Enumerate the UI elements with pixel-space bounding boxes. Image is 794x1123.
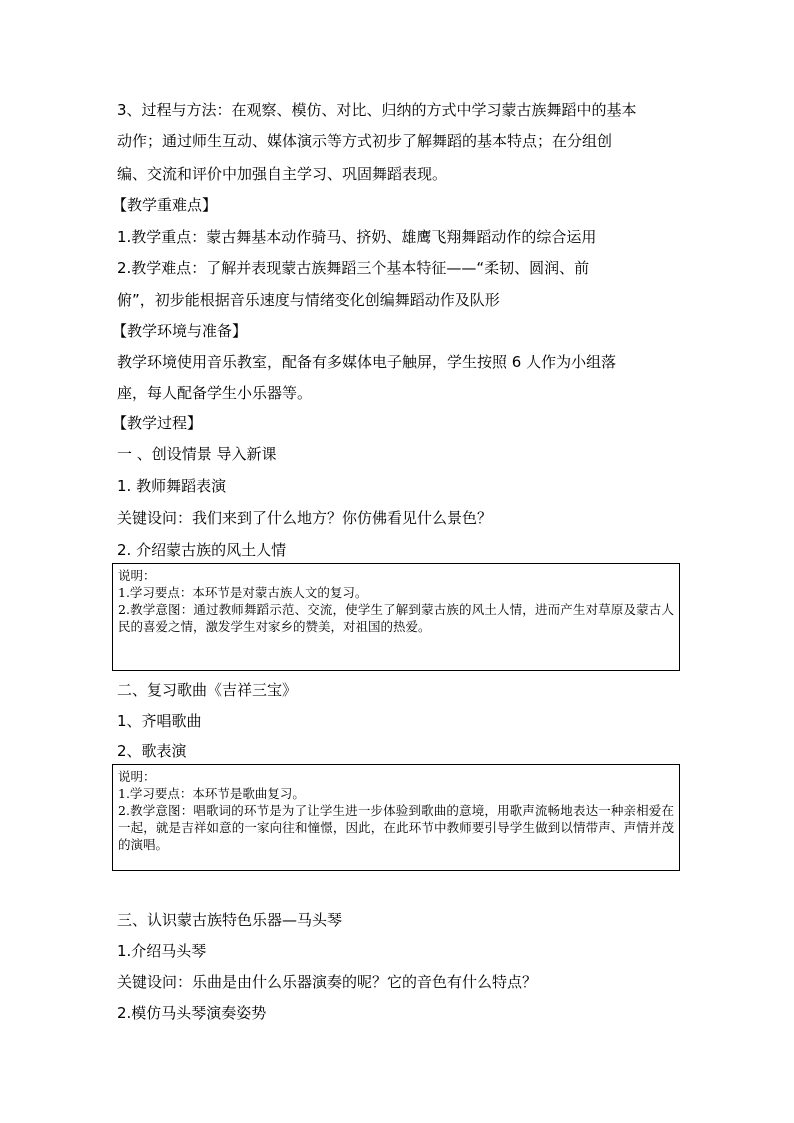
text-line: 1、齐唱歌曲 (117, 712, 202, 730)
text-line: 2、歌表演 (117, 742, 187, 760)
note-box-point: 1.学习要点：本环节是歌曲复习。 (118, 786, 305, 801)
section-heading-environment: 【教学环境与准备】 (112, 322, 248, 340)
text-line: 俯”，初步能根据音乐速度与情绪变化创编舞蹈动作及队形 (117, 291, 500, 309)
text-line: 2. 介绍蒙古族的风土人情 (117, 541, 287, 559)
text-line: 关键设问：乐曲是由什么乐器演奏的呢？它的音色有什么特点？ (117, 973, 538, 991)
text-line: 三、认识蒙古族特色乐器—马头琴 (117, 911, 343, 929)
text-line: 一 、创设情景 导入新课 (117, 445, 277, 463)
note-box-point: 1.学习要点：本环节是对蒙古族人文的复习。 (118, 585, 368, 600)
text-line: 二、复习歌曲《吉祥三宝》 (117, 681, 298, 699)
text-line: 3、过程与方法：在观察、模仿、对比、归纳的方式中学习蒙古族舞蹈中的基本 (117, 101, 637, 119)
text-line: 2.教学难点：了解并表现蒙古族舞蹈三个基本特征——“柔韧、圆润、前 (117, 259, 590, 277)
text-line: 动作；通过师生互动、媒体演示等方式初步了解舞蹈的基本特点；在分组创 (117, 132, 613, 150)
note-box-title: 说明： (118, 568, 156, 583)
section-heading-key-points: 【教学重难点】 (112, 196, 218, 214)
note-box-intent: 2.教学意图：唱歌词的环节是为了让学生进一步体验到歌曲的意境，用歌声流畅地表达一种亲相爱在一起，就是吉祥如意的一家向往和憧憬，因此，在此环节中教师要引导学生做到以情带声、声情并茂的演唱。 (118, 803, 674, 852)
text-line: 1. 教师舞蹈表演 (117, 477, 227, 495)
note-box-title: 说明： (118, 769, 156, 784)
text-line: 1.介绍马头琴 (117, 942, 207, 960)
text-line: 教学环境使用音乐教室，配备有多媒体电子触屏，学生按照 6 人作为小组落 (117, 353, 617, 371)
text-line: 1.教学重点：蒙古舞基本动作骑马、挤奶、雄鹰飞翔舞蹈动作的综合运用 (117, 228, 597, 246)
text-line: 2.模仿马头琴演奏姿势 (117, 1004, 267, 1022)
text-line: 关键设问：我们来到了什么地方？你仿佛看见什么景色？ (117, 509, 493, 527)
text-line: 座，每人配备学生小乐器等。 (117, 384, 313, 402)
note-box-intent: 2.教学意图：通过教师舞蹈示范、交流，使学生了解到蒙古族的风土人情，进而产生对草原及蒙古人民的喜爱之情，激发学生对家乡的赞美，对祖国的热爱。 (118, 602, 674, 634)
note-box-1 (112, 563, 680, 671)
section-heading-process: 【教学过程】 (112, 414, 203, 432)
note-box-2 (112, 764, 680, 871)
text-line: 编、交流和评价中加强自主学习、巩固舞蹈表现。 (117, 165, 448, 183)
